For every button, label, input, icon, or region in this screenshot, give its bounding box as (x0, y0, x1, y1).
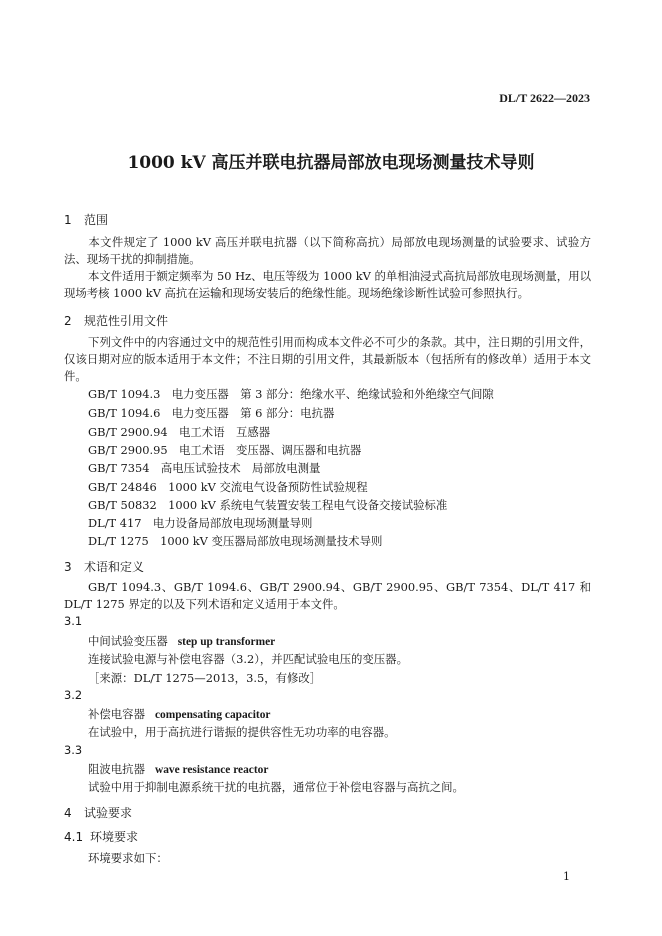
section-number: 2 (64, 314, 72, 328)
page-title: 1000 kV 高压并联电抗器局部放电现场测量技术导则 (127, 153, 535, 173)
section-number: 3 (64, 560, 72, 574)
section-number: 4 (64, 806, 72, 820)
reference-item: GB/T 2900.94 电工术语 互感器 (88, 425, 271, 439)
section-3-paragraph-1: GB/T 1094.3、GB/T 1094.6、GB/T 2900.94、GB/T 2900.95、GB/T 7354、DL/T 417 和 DL/T 1275 界定的以及下列术语和定义适用于本文件。 (64, 580, 591, 611)
section-3-heading (64, 558, 144, 575)
section-title: 试验要求 (84, 806, 133, 820)
subsection-number: 4.1 (64, 830, 84, 844)
term-english: compensating capacitor (154, 709, 271, 721)
term-definition: 在试验中，用于高抗进行谐振的提供容性无功功率的电容器。 (88, 725, 396, 739)
term-english: step up transformer (177, 636, 276, 648)
reference-item: GB/T 7354 高电压试验技术 局部放电测量 (88, 461, 321, 475)
section-1-heading (64, 211, 108, 228)
reference-item: GB/T 50832 1000 kV 系统电气装置安装工程电气设备交接试验标准 (88, 498, 448, 512)
section-title: 术语和定义 (84, 560, 145, 574)
document-number: DL/T 2622—2023 (499, 91, 590, 105)
section-4-heading (64, 804, 132, 821)
subsection-4-1-paragraph: 环境要求如下： (88, 851, 168, 865)
term-number: 3.3 (64, 743, 83, 757)
section-1-paragraph-1: 本文件规定了 1000 kV 高压并联电抗器（以下简称高抗）局部放电现场测量的试验要求、试验方法、现场干扰的抑制措施。 (64, 235, 591, 266)
subsection-title: 环境要求 (90, 830, 139, 844)
reference-item: GB/T 2900.95 电工术语 变压器、调压器和电抗器 (88, 443, 362, 457)
reference-item: DL/T 417 电力设备局部放电现场测量导则 (88, 516, 313, 530)
term-definition: 连接试验电源与补偿电容器（3.2），并匹配试验电压的变压器。 (88, 652, 408, 666)
term-number: 3.2 (64, 688, 83, 702)
term-number: 3.1 (64, 614, 83, 628)
term-entry (88, 633, 275, 649)
term-chinese: 中间试验变压器 (88, 634, 168, 648)
reference-item: GB/T 1094.6 电力变压器 第 6 部分：电抗器 (88, 406, 335, 420)
term-english: wave resistance reactor (154, 764, 269, 776)
section-1-paragraph-2: 本文件适用于额定频率为 50 Hz、电压等级为 1000 kV 的单相油浸式高抗局部放电现场测量，用以现场考核 1000 kV 高抗在运输和现场安装后的绝缘性能。现场绝缘诊断性试验可参照执行。 (64, 269, 591, 300)
section-title: 范围 (84, 213, 109, 227)
reference-item: GB/T 1094.3 电力变压器 第 3 部分：绝缘水平、绝缘试验和外绝缘空气间隙 (88, 387, 494, 401)
reference-item: DL/T 1275 1000 kV 变压器局部放电现场测量技术导则 (88, 534, 383, 548)
section-2-paragraph-1: 下列文件中的内容通过文中的规范性引用而构成本文件必不可少的条款。其中，注日期的引用文件，仅该日期对应的版本适用于本文件；不注日期的引用文件，其最新版本（包括所有的修改单）适用于本文件。 (64, 335, 591, 383)
section-title: 规范性引用文件 (84, 314, 169, 328)
term-entry (88, 706, 270, 722)
term-source: ［来源：DL/T 1275—2013，3.5，有修改］ (88, 671, 322, 685)
subsection-4-1-heading (64, 828, 138, 845)
reference-item: GB/T 24846 1000 kV 交流电气设备预防性试验规程 (88, 480, 368, 494)
term-chinese: 补偿电容器 (88, 707, 145, 721)
page-number: 1 (563, 870, 570, 883)
section-2-heading (64, 312, 168, 329)
term-definition: 试验中用于抑制电源系统干扰的电抗器，通常位于补偿电容器与高抗之间。 (88, 780, 464, 794)
term-chinese: 阻波电抗器 (88, 762, 145, 776)
section-number: 1 (64, 213, 72, 227)
term-entry (88, 761, 268, 777)
